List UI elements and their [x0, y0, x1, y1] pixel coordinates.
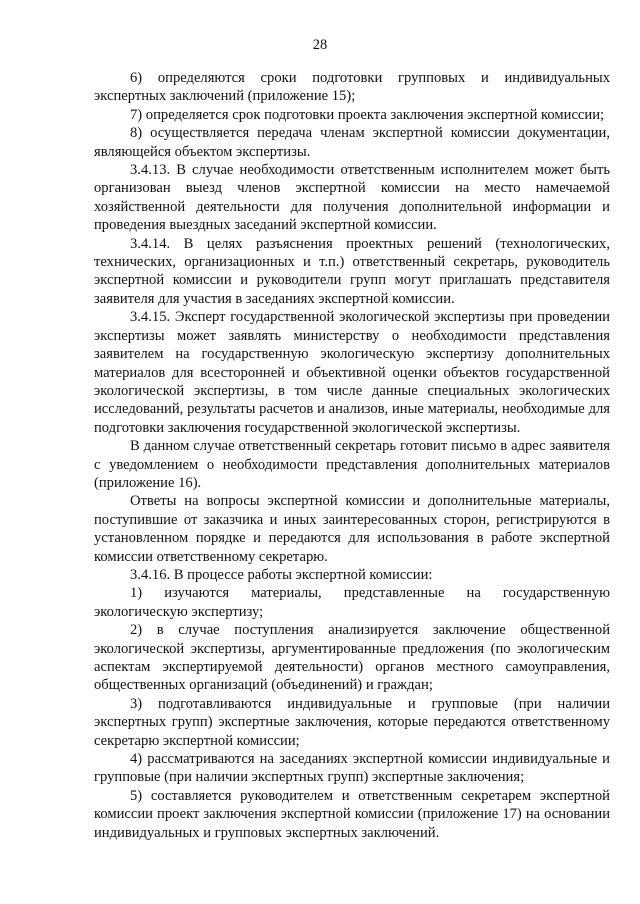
paragraph-letter-to-applicant: В данном случае ответственный секретарь готовит письмо в адрес заявителя с уведомлением о необходимости представления дополнительных материалов (приложение 16).	[94, 438, 610, 491]
paragraph-item-4: 4) рассматриваются на заседаниях экспертной комиссии индивидуальные и групповые (при наличии экспертных групп) экспертные заключения;	[94, 751, 610, 786]
paragraph-item-1: 1) изучаются материалы, представленные на государственную экологическую экспертизу;	[94, 585, 610, 620]
paragraph-item-5: 5) составляется руководителем и ответственным секретарем экспертной комиссии проект заключения экспертной комиссии (приложение 17) на основании индивидуальных и групповых экспертных заключений.	[94, 787, 610, 841]
paragraph-item-8: 8) осуществляется передача членам экспертной комиссии документации, являющейся объектом экспертизы.	[94, 125, 610, 160]
paragraph-3-4-15: 3.4.15. Эксперт государственной экологической экспертизы при проведении экспертизы может заявлять министерству о необходимости представления заявителем на государственную экологическую экспертизу дополнительных материалов для всесторонней и объективной оценки объектов государственной экологической экспертизы, в том числе данные специальных экологических исследований, результаты расчетов и анализов, иные материалы, необходимые для подготовки заключения государственной экологической экспертизы.	[94, 309, 610, 436]
paragraph-item-6: 6) определяются сроки подготовки групповых и индивидуальных экспертных заключений (приложение 15);	[94, 70, 610, 105]
paragraph-3-4-13: 3.4.13. В случае необходимости ответственным исполнителем может быть организован выезд членов экспертной комиссии на место намечаемой хозяйственной деятельности для получения дополнительной информации и проведения выездных заседаний экспертной комиссии.	[94, 162, 610, 234]
paragraph-item-7: 7) определяется срок подготовки проекта заключения экспертной комиссии;	[130, 106, 605, 123]
paragraph-answers-registration: Ответы на вопросы экспертной комиссии и дополнительные материалы, поступившие от заказчика и иных заинтересованных сторон, регистрируются в установленном порядке и передаются для использования в работе экспертной комиссии ответственному секретарю.	[94, 493, 610, 565]
paragraph-3-4-14: 3.4.14. В целях разъяснения проектных решений (технологических, технических, организационных и т.п.) ответственный секретарь, руководитель экспертной комиссии и руководители групп могут приглашать представителя заявителя для участия в заседаниях экспертной комиссии.	[94, 235, 610, 307]
paragraph-3-4-16: 3.4.16. В процессе работы экспертной комиссии:	[130, 566, 433, 583]
page-number: 28	[312, 37, 328, 53]
paragraph-item-3: 3) подготавливаются индивидуальные и групповые (при наличии экспертных групп) экспертные заключения, которые передаются ответственному секретарю экспертной комиссии;	[94, 695, 610, 749]
paragraph-item-2: 2) в случае поступления анализируется заключение общественной экологической экспертизы, аргументированные предложения (по экологическим аспектам экспертируемой деятельности) органов местного самоуправления, общественных организаций (объединений) и граждан;	[94, 622, 610, 694]
document-body	[94, 69, 610, 842]
